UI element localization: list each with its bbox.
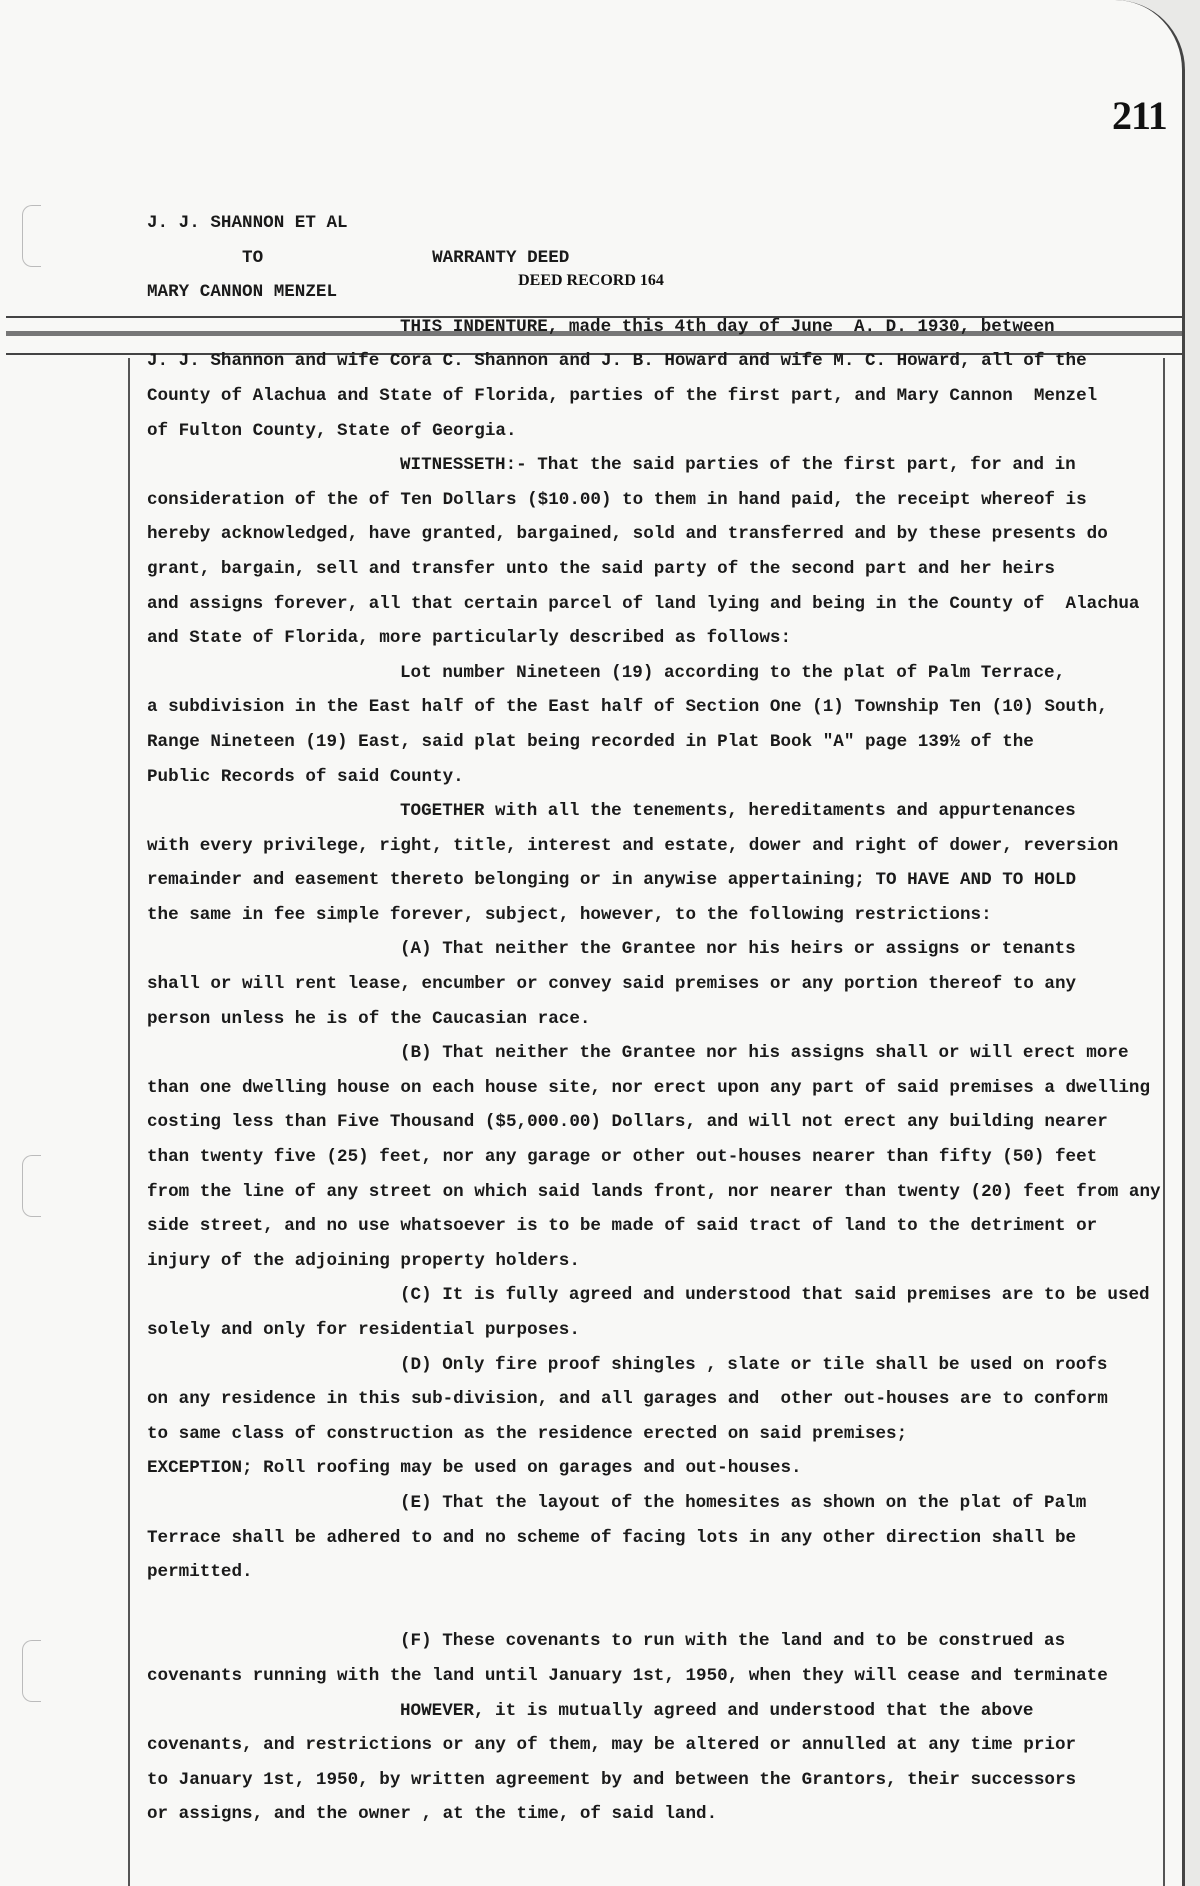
text-line: permitted. (147, 1562, 253, 1583)
text-line: (E) That the layout of the homesites as shown on the plat of Palm (400, 1492, 1087, 1513)
binder-hole-mark (22, 205, 41, 267)
text-line: remainder and easement thereto belonging or in anywise appertaining; TO HAVE AND TO HOLD (147, 870, 1077, 891)
text-line: or assigns, and the owner , at the time, of said land. (147, 1804, 718, 1825)
deed-text (147, 206, 1161, 1832)
text-line: (C) It is fully agreed and understood that said premises are to be used (400, 1285, 1150, 1306)
text-line: of Fulton County, State of Georgia. (147, 420, 517, 441)
text-line: the same in fee simple forever, subject, however, to the following restrictions: (147, 904, 992, 925)
binder-hole-mark (22, 1640, 41, 1702)
text-line: J. J. SHANNON ET AL (147, 213, 348, 233)
record-header: DEED RECORD 164 (518, 272, 664, 289)
page-number: 211 (1112, 93, 1167, 138)
left-margin-rule (128, 358, 130, 1886)
text-line: County of Alachua and State of Florida, parties of the first part, and Mary Cannon Menzel (147, 385, 1098, 406)
binder-hole-mark (22, 1155, 41, 1217)
text-line: WITNESSETH:- That the said parties of the first part, for and in (400, 455, 1076, 476)
text-line: MARY CANNON MENZEL (147, 282, 338, 303)
text-line: than twenty five (25) feet, nor any garage or other out-houses nearer than fifty (50) feet (147, 1147, 1098, 1168)
text-line: solely and only for residential purposes. (147, 1320, 580, 1340)
text-line (147, 1590, 1161, 1625)
text-line: covenants, and restrictions or any of them, may be altered or annulled at any time prior (147, 1735, 1077, 1756)
text-line: (A) That neither the Grantee nor his heirs or assigns or tenants (400, 939, 1076, 960)
text-line: and State of Florida, more particularly described as follows: (147, 628, 792, 649)
text-line: (D) Only fire proof shingles , slate or tile shall be used on roofs (400, 1354, 1108, 1375)
text-line: HOWEVER, it is mutually agreed and understood that the above (400, 1700, 1034, 1721)
text-line: EXCEPTION; Roll roofing may be used on garages and out-houses. (147, 1458, 802, 1479)
text-line: to same class of construction as the residence erected on said premises; (147, 1423, 908, 1444)
text-line: (B) That neither the Grantee nor his assigns shall or will erect more (400, 1043, 1129, 1064)
text-line: shall or will rent lease, encumber or convey said premises or any portion thereof to any (147, 974, 1077, 995)
text-line: (F) These covenants to run with the land and to be construed as (400, 1631, 1066, 1652)
text-line: Public Records of said County. (147, 766, 464, 787)
text-line: costing less than Five Thousand ($5,000.00) Dollars, and will not erect any building nearer (147, 1112, 1108, 1133)
text-line: to January 1st, 1950, by written agreement by and between the Grantors, their successors (147, 1769, 1077, 1790)
text-line: J. J. Shannon and wife Cora C. Shannon and J. B. Howard and wife M. C. Howard, all of the (147, 351, 1087, 372)
text-line: Lot number Nineteen (19) according to the plat of Palm Terrace, (400, 662, 1066, 683)
text-line: from the line of any street on which said lands front, nor nearer than twenty (20) feet from any (147, 1181, 1161, 1202)
text-line: covenants running with the land until January 1st, 1950, when they will cease and terminate (147, 1665, 1108, 1686)
text-line: TO WARRANTY DEED (147, 247, 570, 268)
text-line: THIS INDENTURE, made this 4th day of June A. D. 1930, between (400, 316, 1055, 337)
text-line: Range Nineteen (19) East, said plat being recorded in Plat Book "A" page 139½ of the (147, 731, 1034, 752)
text-line: TOGETHER with all the tenements, hereditaments and appurtenances (400, 801, 1076, 822)
text-line: grant, bargain, sell and transfer unto the said party of the second part and her heirs (147, 558, 1055, 579)
text-line: injury of the adjoining property holders. (147, 1250, 580, 1271)
text-line: and assigns forever, all that certain parcel of land lying and being in the County of Alachua (147, 593, 1140, 614)
text-line: hereby acknowledged, have granted, bargained, sold and transferred and by these presents do (147, 524, 1108, 545)
text-line: with every privilege, right, title, interest and estate, dower and right of dower, reversion (147, 835, 1119, 856)
text-line: side street, and no use whatsoever is to be made of said tract of land to the detriment or (147, 1216, 1098, 1237)
right-margin-rule (1163, 358, 1165, 1886)
text-line: person unless he is of the Caucasian race. (147, 1008, 591, 1029)
text-line: on any residence in this sub-division, and all garages and other out-houses are to conform (147, 1389, 1108, 1410)
text-line: consideration of the of Ten Dollars ($10.00) to them in hand paid, the receipt whereof is (147, 489, 1087, 510)
text-line: a subdivision in the East half of the East half of Section One (1) Township Ten (10) South, (147, 697, 1108, 718)
text-line: than one dwelling house on each house site, nor erect upon any part of said premises a dwelling (147, 1077, 1151, 1098)
text-line: Terrace shall be adhered to and no scheme of facing lots in any other direction shall be (147, 1527, 1077, 1548)
